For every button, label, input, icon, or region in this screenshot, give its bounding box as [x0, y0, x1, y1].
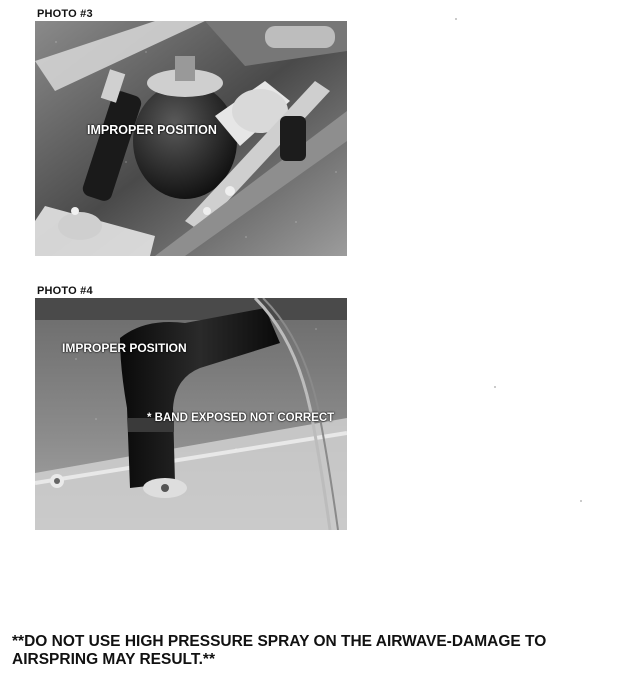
photo-3-illustration: [35, 21, 347, 256]
photo-3-overlay-label: IMPROPER POSITION: [87, 123, 217, 137]
scan-speck: [580, 500, 582, 502]
photo-3-caption: PHOTO #3: [37, 8, 93, 20]
photo-4-caption: PHOTO #4: [37, 285, 93, 297]
photo-3-image: [35, 21, 347, 256]
warning-line-1: **DO NOT USE HIGH PRESSURE SPRAY ON THE AIRWAVE-DAMAGE TO: [12, 633, 547, 650]
photo-4-image: [35, 298, 347, 530]
scan-speck: [455, 18, 457, 20]
photo-4-overlay-label: IMPROPER POSITION: [62, 341, 187, 355]
warning-line-2: AIRSPRING MAY RESULT.**: [12, 651, 215, 668]
high-pressure-spray-warning: [12, 633, 612, 669]
photo-4-band-note: * BAND EXPOSED NOT CORRECT: [147, 412, 335, 424]
scan-speck: [494, 386, 496, 388]
